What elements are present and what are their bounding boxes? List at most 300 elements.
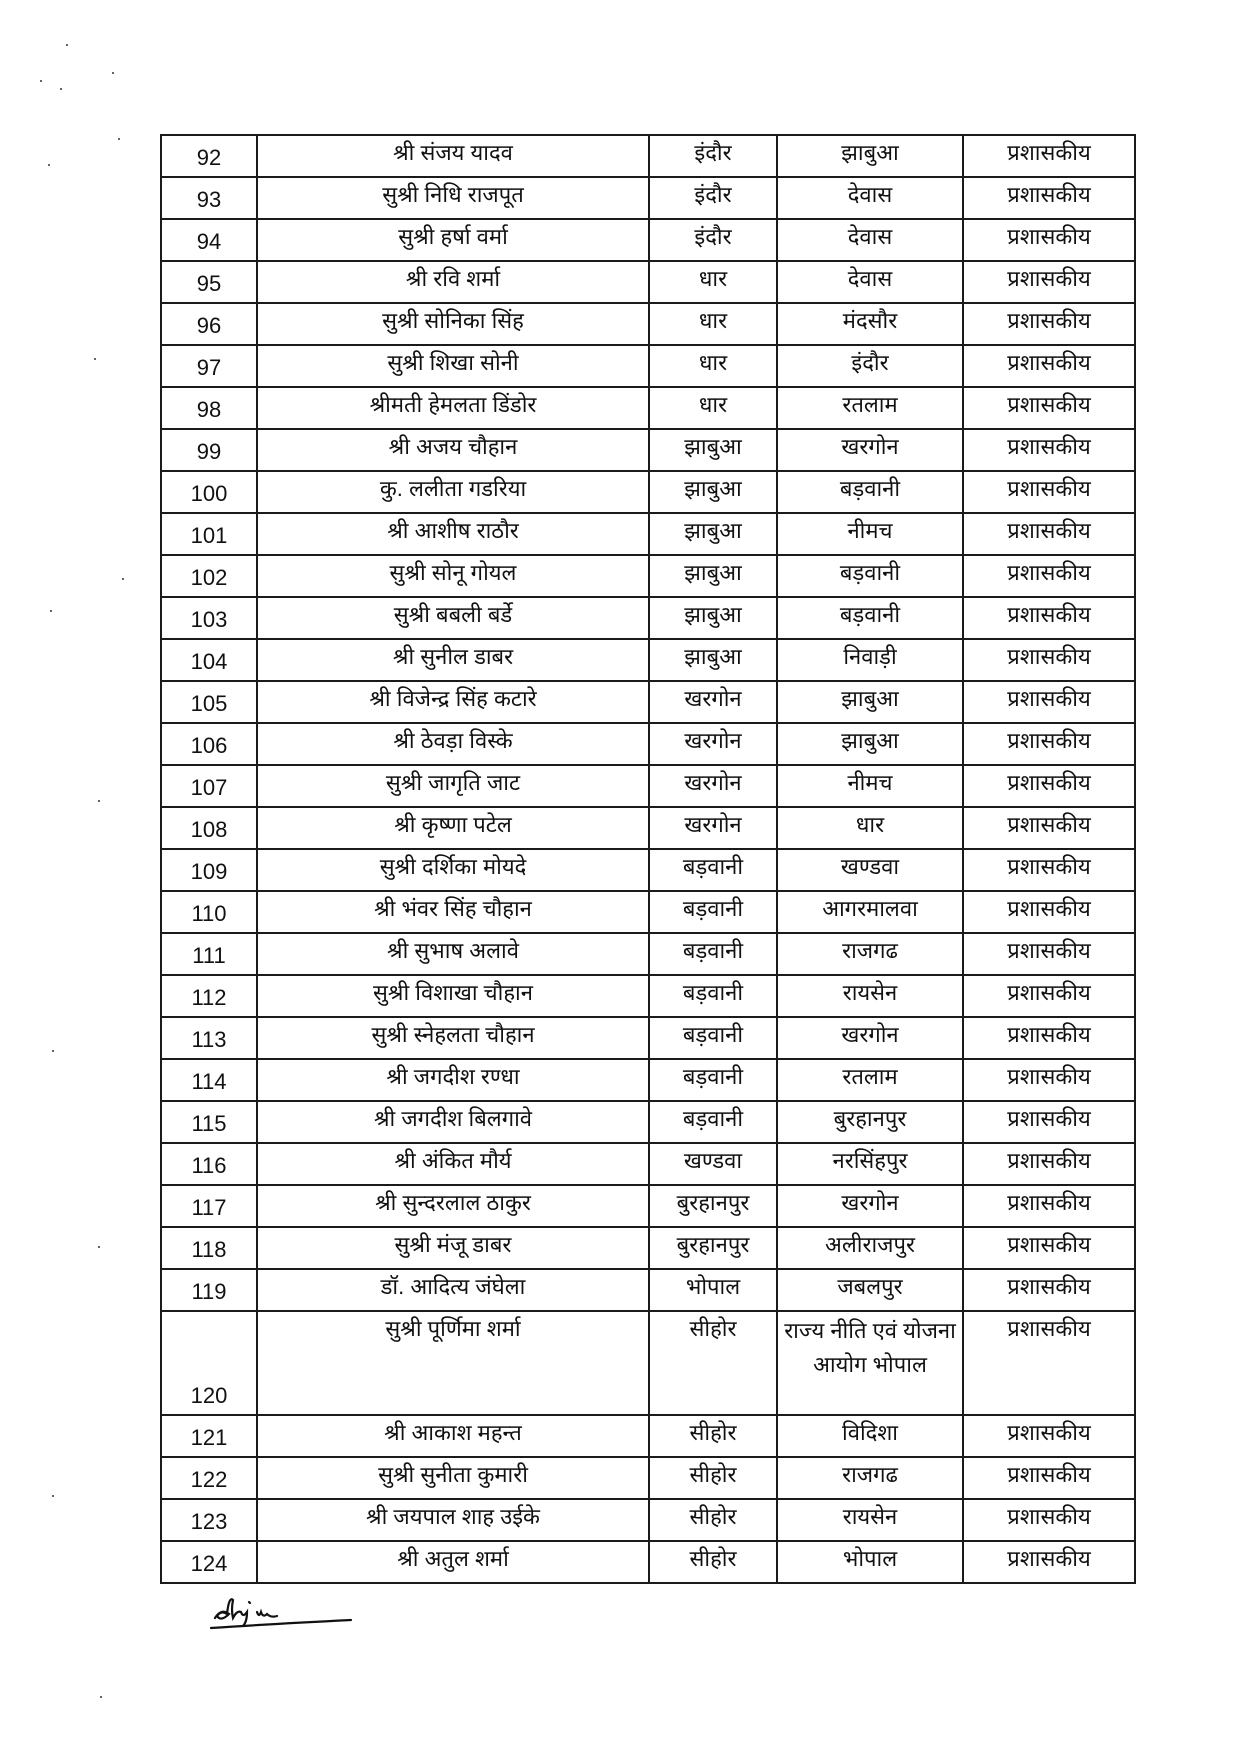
serial-number-cell <box>161 1185 257 1227</box>
transfer-to-cell <box>777 1185 963 1227</box>
current-posting-text: झाबुआ <box>684 434 742 459</box>
scan-speck <box>94 358 96 360</box>
scan-speck <box>52 1050 54 1052</box>
table-row <box>161 135 1135 177</box>
transfer-type-text: प्रशासकीय <box>1007 308 1091 333</box>
serial-number-text: 99 <box>196 439 222 464</box>
current-posting-cell <box>649 1269 777 1311</box>
serial-number-cell <box>161 723 257 765</box>
employee-name-text: श्री अजय चौहान <box>388 434 518 459</box>
serial-number-cell <box>161 1311 257 1415</box>
scan-speck <box>118 138 120 140</box>
serial-number-text: 120 <box>190 1383 228 1408</box>
transfer-type-cell <box>963 219 1135 261</box>
employee-name-cell <box>257 303 649 345</box>
current-posting-cell <box>649 513 777 555</box>
transfer-to-text: झाबुआ <box>841 728 899 753</box>
transfer-to-cell <box>777 1143 963 1185</box>
scan-speck <box>112 72 114 74</box>
serial-number-cell <box>161 303 257 345</box>
transfer-to-text: झाबुआ <box>841 686 899 711</box>
transfer-type-cell <box>963 1143 1135 1185</box>
employee-name-cell <box>257 1101 649 1143</box>
transfer-type-cell <box>963 597 1135 639</box>
current-posting-text: झाबुआ <box>684 518 742 543</box>
transfer-to-cell <box>777 681 963 723</box>
serial-number-cell <box>161 597 257 639</box>
serial-number-text: 100 <box>190 481 228 506</box>
employee-name-text: श्री अतुल शर्मा <box>397 1546 509 1571</box>
transfer-to-text: रतलाम <box>842 392 898 417</box>
transfer-to-cell <box>777 975 963 1017</box>
table-row <box>161 1101 1135 1143</box>
transfer-type-text: प्रशासकीय <box>1007 938 1091 963</box>
serial-number-cell <box>161 1143 257 1185</box>
serial-number-cell <box>161 1415 257 1457</box>
employee-name-cell <box>257 387 649 429</box>
table-row <box>161 891 1135 933</box>
serial-number-cell <box>161 177 257 219</box>
current-posting-cell <box>649 1415 777 1457</box>
transfer-type-cell <box>963 1499 1135 1541</box>
current-posting-text: भोपाल <box>685 1274 741 1299</box>
employee-name-text: श्री विजेन्द्र सिंह कटारे <box>369 686 537 711</box>
employee-name-cell <box>257 639 649 681</box>
transfer-type-cell <box>963 345 1135 387</box>
serial-number-text: 102 <box>190 565 228 590</box>
employee-name-cell <box>257 765 649 807</box>
current-posting-text: सीहोर <box>689 1420 737 1445</box>
transfer-type-text: प्रशासकीय <box>1007 476 1091 501</box>
serial-number-text: 111 <box>192 943 226 968</box>
employee-name-text: श्री जयपाल शाह उईके <box>366 1504 540 1529</box>
transfer-type-text: प्रशासकीय <box>1007 1232 1091 1257</box>
transfer-to-cell <box>777 1017 963 1059</box>
transfer-to-text: धार <box>855 812 885 837</box>
employee-name-cell <box>257 1059 649 1101</box>
table-row <box>161 1059 1135 1101</box>
transfer-to-text: नरसिंहपुर <box>832 1148 908 1173</box>
serial-number-text: 105 <box>190 691 228 716</box>
employee-name-text: सुश्री सोनिका सिंह <box>382 308 524 333</box>
transfer-to-cell <box>777 639 963 681</box>
employee-name-text: श्री आशीष राठौर <box>387 518 519 543</box>
serial-number-cell <box>161 471 257 513</box>
transfer-type-text: प्रशासकीय <box>1007 1274 1091 1299</box>
serial-number-text: 123 <box>190 1509 228 1534</box>
current-posting-text: बुरहानपुर <box>676 1232 750 1257</box>
serial-number-text: 112 <box>191 985 227 1010</box>
current-posting-cell <box>649 1227 777 1269</box>
serial-number-cell <box>161 807 257 849</box>
transfer-to-text: राज्य नीति एवं योजना आयोग भोपाल <box>784 1318 956 1377</box>
employee-name-cell <box>257 429 649 471</box>
current-posting-cell <box>649 1185 777 1227</box>
transfer-to-text: बड़वानी <box>839 602 901 627</box>
transfer-type-text: प्रशासकीय <box>1007 854 1091 879</box>
transfer-type-text: प्रशासकीय <box>1007 1546 1091 1571</box>
transfer-to-cell <box>777 1311 963 1415</box>
table-row <box>161 1143 1135 1185</box>
transfer-type-text: प्रशासकीय <box>1007 392 1091 417</box>
employee-name-text: सुश्री दर्शिका मोयदे <box>379 854 527 879</box>
serial-number-cell <box>161 219 257 261</box>
employee-name-text: श्री भंवर सिंह चौहान <box>374 896 532 921</box>
transfer-to-text: झाबुआ <box>841 140 899 165</box>
transfer-type-cell <box>963 1541 1135 1583</box>
employee-name-cell <box>257 471 649 513</box>
transfer-to-cell <box>777 261 963 303</box>
transfer-type-cell <box>963 513 1135 555</box>
transfer-type-cell <box>963 1269 1135 1311</box>
employee-name-text: श्री कृष्णा पटेल <box>394 812 512 837</box>
transfer-type-text: प्रशासकीय <box>1007 350 1091 375</box>
employee-name-cell <box>257 1269 649 1311</box>
table-row <box>161 1499 1135 1541</box>
current-posting-cell <box>649 1311 777 1415</box>
transfer-to-text: खरगोन <box>841 1022 899 1047</box>
transfer-to-cell <box>777 513 963 555</box>
transfer-to-cell <box>777 597 963 639</box>
current-posting-cell <box>649 555 777 597</box>
current-posting-text: इंदौर <box>694 140 732 165</box>
employee-name-text: श्री अंकित मौर्य <box>394 1148 512 1173</box>
serial-number-text: 117 <box>191 1195 227 1220</box>
current-posting-text: धार <box>698 350 728 375</box>
serial-number-text: 103 <box>190 607 228 632</box>
employee-name-text: श्री सुभाष अलावे <box>387 938 519 963</box>
transfer-to-cell <box>777 1227 963 1269</box>
serial-number-cell <box>161 639 257 681</box>
employee-name-cell <box>257 513 649 555</box>
serial-number-text: 94 <box>196 229 222 254</box>
transfer-type-cell <box>963 975 1135 1017</box>
table-body <box>161 135 1135 1583</box>
current-posting-cell <box>649 1101 777 1143</box>
transfer-type-cell <box>963 135 1135 177</box>
current-posting-cell <box>649 177 777 219</box>
transfer-type-cell <box>963 387 1135 429</box>
current-posting-text: झाबुआ <box>684 602 742 627</box>
current-posting-text: बड़वानी <box>682 980 744 1005</box>
transfer-to-text: राजगढ <box>842 938 898 963</box>
transfer-type-text: प्रशासकीय <box>1007 770 1091 795</box>
transfer-to-text: अलीराजपुर <box>825 1232 915 1257</box>
current-posting-text: झाबुआ <box>684 644 742 669</box>
transfer-type-text: प्रशासकीय <box>1007 1190 1091 1215</box>
serial-number-cell <box>161 1541 257 1583</box>
employee-name-cell <box>257 555 649 597</box>
employee-name-cell <box>257 1185 649 1227</box>
serial-number-text: 121 <box>190 1425 228 1450</box>
serial-number-cell <box>161 135 257 177</box>
transfer-to-text: बुरहानपुर <box>833 1106 907 1131</box>
current-posting-cell <box>649 765 777 807</box>
current-posting-cell <box>649 1059 777 1101</box>
current-posting-cell <box>649 1143 777 1185</box>
employee-name-cell <box>257 1017 649 1059</box>
current-posting-cell <box>649 975 777 1017</box>
serial-number-cell <box>161 1499 257 1541</box>
transfer-type-cell <box>963 1185 1135 1227</box>
transfer-type-text: प्रशासकीय <box>1007 434 1091 459</box>
table-row <box>161 471 1135 513</box>
current-posting-text: सीहोर <box>689 1504 737 1529</box>
transfer-to-cell <box>777 177 963 219</box>
serial-number-cell <box>161 1269 257 1311</box>
current-posting-text: खरगोन <box>684 812 742 837</box>
table-row <box>161 765 1135 807</box>
employee-name-cell <box>257 1499 649 1541</box>
employee-name-cell <box>257 1457 649 1499</box>
employee-name-text: डॉ. आदित्य जंघेला <box>380 1274 526 1299</box>
transfer-to-cell <box>777 135 963 177</box>
transfer-to-cell <box>777 219 963 261</box>
transfer-to-text: जबलपुर <box>837 1274 903 1299</box>
transfer-table <box>160 134 1136 1584</box>
employee-name-cell <box>257 933 649 975</box>
signature <box>205 1592 355 1632</box>
employee-name-text: श्रीमती हेमलता डिंडोर <box>369 392 537 417</box>
scan-speck <box>100 1696 102 1698</box>
table-row <box>161 429 1135 471</box>
employee-name-cell <box>257 135 649 177</box>
employee-name-text: श्री रवि शर्मा <box>405 266 501 291</box>
current-posting-cell <box>649 933 777 975</box>
current-posting-cell <box>649 891 777 933</box>
current-posting-cell <box>649 1499 777 1541</box>
serial-number-text: 97 <box>196 355 222 380</box>
employee-name-text: कु. ललीता गडरिया <box>379 476 527 501</box>
serial-number-cell <box>161 387 257 429</box>
employee-name-text: सुश्री मंजू डाबर <box>394 1232 512 1257</box>
current-posting-cell <box>649 303 777 345</box>
transfer-to-text: देवास <box>847 224 893 249</box>
current-posting-cell <box>649 849 777 891</box>
serial-number-cell <box>161 1101 257 1143</box>
current-posting-cell <box>649 261 777 303</box>
table-row <box>161 177 1135 219</box>
transfer-type-text: प्रशासकीय <box>1007 182 1091 207</box>
table-row <box>161 723 1135 765</box>
transfer-to-cell <box>777 471 963 513</box>
table-row <box>161 1227 1135 1269</box>
current-posting-cell <box>649 471 777 513</box>
transfer-to-cell <box>777 345 963 387</box>
current-posting-cell <box>649 1541 777 1583</box>
serial-number-text: 98 <box>196 397 222 422</box>
transfer-type-text: प्रशासकीय <box>1007 1462 1091 1487</box>
current-posting-text: सीहोर <box>689 1546 737 1571</box>
transfer-type-cell <box>963 807 1135 849</box>
serial-number-text: 114 <box>191 1069 227 1094</box>
table-row <box>161 975 1135 1017</box>
table-row <box>161 1185 1135 1227</box>
employee-name-cell <box>257 1541 649 1583</box>
current-posting-text: सीहोर <box>689 1462 737 1487</box>
transfer-type-text: प्रशासकीय <box>1007 1106 1091 1131</box>
current-posting-cell <box>649 597 777 639</box>
table-row <box>161 1457 1135 1499</box>
current-posting-text: खरगोन <box>684 728 742 753</box>
transfer-to-cell <box>777 765 963 807</box>
table-row <box>161 1017 1135 1059</box>
current-posting-text: खरगोन <box>684 770 742 795</box>
scan-speck <box>122 578 124 580</box>
current-posting-cell <box>649 345 777 387</box>
transfer-to-cell <box>777 1541 963 1583</box>
transfer-type-cell <box>963 1457 1135 1499</box>
employee-name-text: श्री जगदीश रण्धा <box>386 1064 520 1089</box>
transfer-to-text: भोपाल <box>842 1546 898 1571</box>
transfer-to-cell <box>777 849 963 891</box>
transfer-to-cell <box>777 1059 963 1101</box>
serial-number-text: 101 <box>190 523 228 548</box>
current-posting-cell <box>649 219 777 261</box>
transfer-type-cell <box>963 849 1135 891</box>
serial-number-text: 124 <box>190 1551 228 1576</box>
current-posting-cell <box>649 723 777 765</box>
current-posting-cell <box>649 1457 777 1499</box>
table-row <box>161 303 1135 345</box>
employee-name-cell <box>257 723 649 765</box>
transfer-type-cell <box>963 471 1135 513</box>
employee-name-text: सुश्री विशाखा चौहान <box>373 980 533 1005</box>
table-row <box>161 261 1135 303</box>
table-row <box>161 1541 1135 1583</box>
serial-number-text: 107 <box>190 775 228 800</box>
serial-number-text: 119 <box>191 1279 227 1304</box>
employee-name-text: सुश्री जागृति जाट <box>385 770 521 795</box>
current-posting-text: बड़वानी <box>682 938 744 963</box>
current-posting-text: बड़वानी <box>682 1022 744 1047</box>
serial-number-text: 93 <box>196 187 222 212</box>
transfer-to-text: राजगढ <box>842 1462 898 1487</box>
serial-number-cell <box>161 1457 257 1499</box>
employee-name-cell <box>257 1311 649 1415</box>
transfer-to-cell <box>777 933 963 975</box>
transfer-to-cell <box>777 1457 963 1499</box>
employee-name-cell <box>257 597 649 639</box>
scan-speck <box>98 1246 100 1248</box>
serial-number-text: 118 <box>191 1237 227 1262</box>
transfer-to-cell <box>777 387 963 429</box>
transfer-to-text: रायसेन <box>842 980 898 1005</box>
transfer-to-text: खरगोन <box>841 1190 899 1215</box>
employee-name-cell <box>257 975 649 1017</box>
transfer-type-text: प्रशासकीय <box>1007 560 1091 585</box>
serial-number-text: 116 <box>191 1153 227 1178</box>
current-posting-text: इंदौर <box>694 182 732 207</box>
current-posting-cell <box>649 1017 777 1059</box>
table-row <box>161 807 1135 849</box>
transfer-to-cell <box>777 429 963 471</box>
employee-name-text: सुश्री स्नेहलता चौहान <box>371 1022 535 1047</box>
transfer-to-text: इंदौर <box>851 350 889 375</box>
table-row <box>161 219 1135 261</box>
employee-name-text: सुश्री सोनू गोयल <box>389 560 517 585</box>
transfer-type-text: प्रशासकीय <box>1007 686 1091 711</box>
transfer-type-text: प्रशासकीय <box>1007 728 1091 753</box>
transfer-type-cell <box>963 261 1135 303</box>
transfer-type-cell <box>963 303 1135 345</box>
employee-name-text: सुश्री हर्षा वर्मा <box>398 224 508 249</box>
transfer-type-text: प्रशासकीय <box>1007 896 1091 921</box>
employee-name-text: श्री आकाश महन्त <box>384 1420 522 1445</box>
serial-number-cell <box>161 975 257 1017</box>
employee-name-text: श्री सुनील डाबर <box>392 644 514 669</box>
serial-number-cell <box>161 429 257 471</box>
transfer-type-text: प्रशासकीय <box>1007 1148 1091 1173</box>
transfer-to-text: निवाड़ी <box>843 644 897 669</box>
scan-speck <box>52 1495 54 1497</box>
table-row <box>161 1415 1135 1457</box>
scan-speck <box>40 80 42 82</box>
serial-number-text: 96 <box>196 313 222 338</box>
serial-number-cell <box>161 1059 257 1101</box>
employee-name-cell <box>257 177 649 219</box>
transfer-type-text: प्रशासकीय <box>1007 1316 1091 1341</box>
transfer-to-cell <box>777 555 963 597</box>
serial-number-cell <box>161 555 257 597</box>
current-posting-text: सीहोर <box>689 1316 737 1341</box>
current-posting-text: धार <box>698 392 728 417</box>
table-row <box>161 1311 1135 1415</box>
table-row <box>161 555 1135 597</box>
table-row <box>161 597 1135 639</box>
current-posting-text: झाबुआ <box>684 476 742 501</box>
current-posting-text: बड़वानी <box>682 1064 744 1089</box>
scan-speck <box>48 164 50 166</box>
scan-speck <box>50 610 52 612</box>
transfer-type-cell <box>963 681 1135 723</box>
current-posting-cell <box>649 429 777 471</box>
employee-name-text: श्री संजय यादव <box>393 140 513 165</box>
transfer-to-text: बड़वानी <box>839 476 901 501</box>
current-posting-cell <box>649 807 777 849</box>
transfer-type-cell <box>963 555 1135 597</box>
employee-name-cell <box>257 807 649 849</box>
employee-name-cell <box>257 891 649 933</box>
transfer-to-text: खण्डवा <box>840 854 900 879</box>
current-posting-text: झाबुआ <box>684 560 742 585</box>
transfer-type-cell <box>963 1415 1135 1457</box>
employee-name-cell <box>257 1415 649 1457</box>
scan-speck <box>66 44 68 46</box>
transfer-to-text: रायसेन <box>842 1504 898 1529</box>
transfer-to-text: नीमच <box>847 518 893 543</box>
transfer-to-cell <box>777 1269 963 1311</box>
transfer-to-text: देवास <box>847 182 893 207</box>
current-posting-text: बड़वानी <box>682 1106 744 1131</box>
serial-number-text: 109 <box>190 859 228 884</box>
current-posting-text: बुरहानपुर <box>676 1190 750 1215</box>
transfer-type-cell <box>963 639 1135 681</box>
table-row <box>161 513 1135 555</box>
transfer-type-cell <box>963 1311 1135 1415</box>
serial-number-text: 106 <box>190 733 228 758</box>
serial-number-cell <box>161 1227 257 1269</box>
serial-number-text: 92 <box>196 145 222 170</box>
transfer-type-cell <box>963 765 1135 807</box>
transfer-to-text: खरगोन <box>841 434 899 459</box>
employee-name-text: सुश्री शिखा सोनी <box>387 350 519 375</box>
serial-number-cell <box>161 765 257 807</box>
transfer-type-text: प्रशासकीय <box>1007 1022 1091 1047</box>
scan-speck <box>98 800 100 802</box>
employee-name-cell <box>257 681 649 723</box>
transfer-to-text: रतलाम <box>842 1064 898 1089</box>
